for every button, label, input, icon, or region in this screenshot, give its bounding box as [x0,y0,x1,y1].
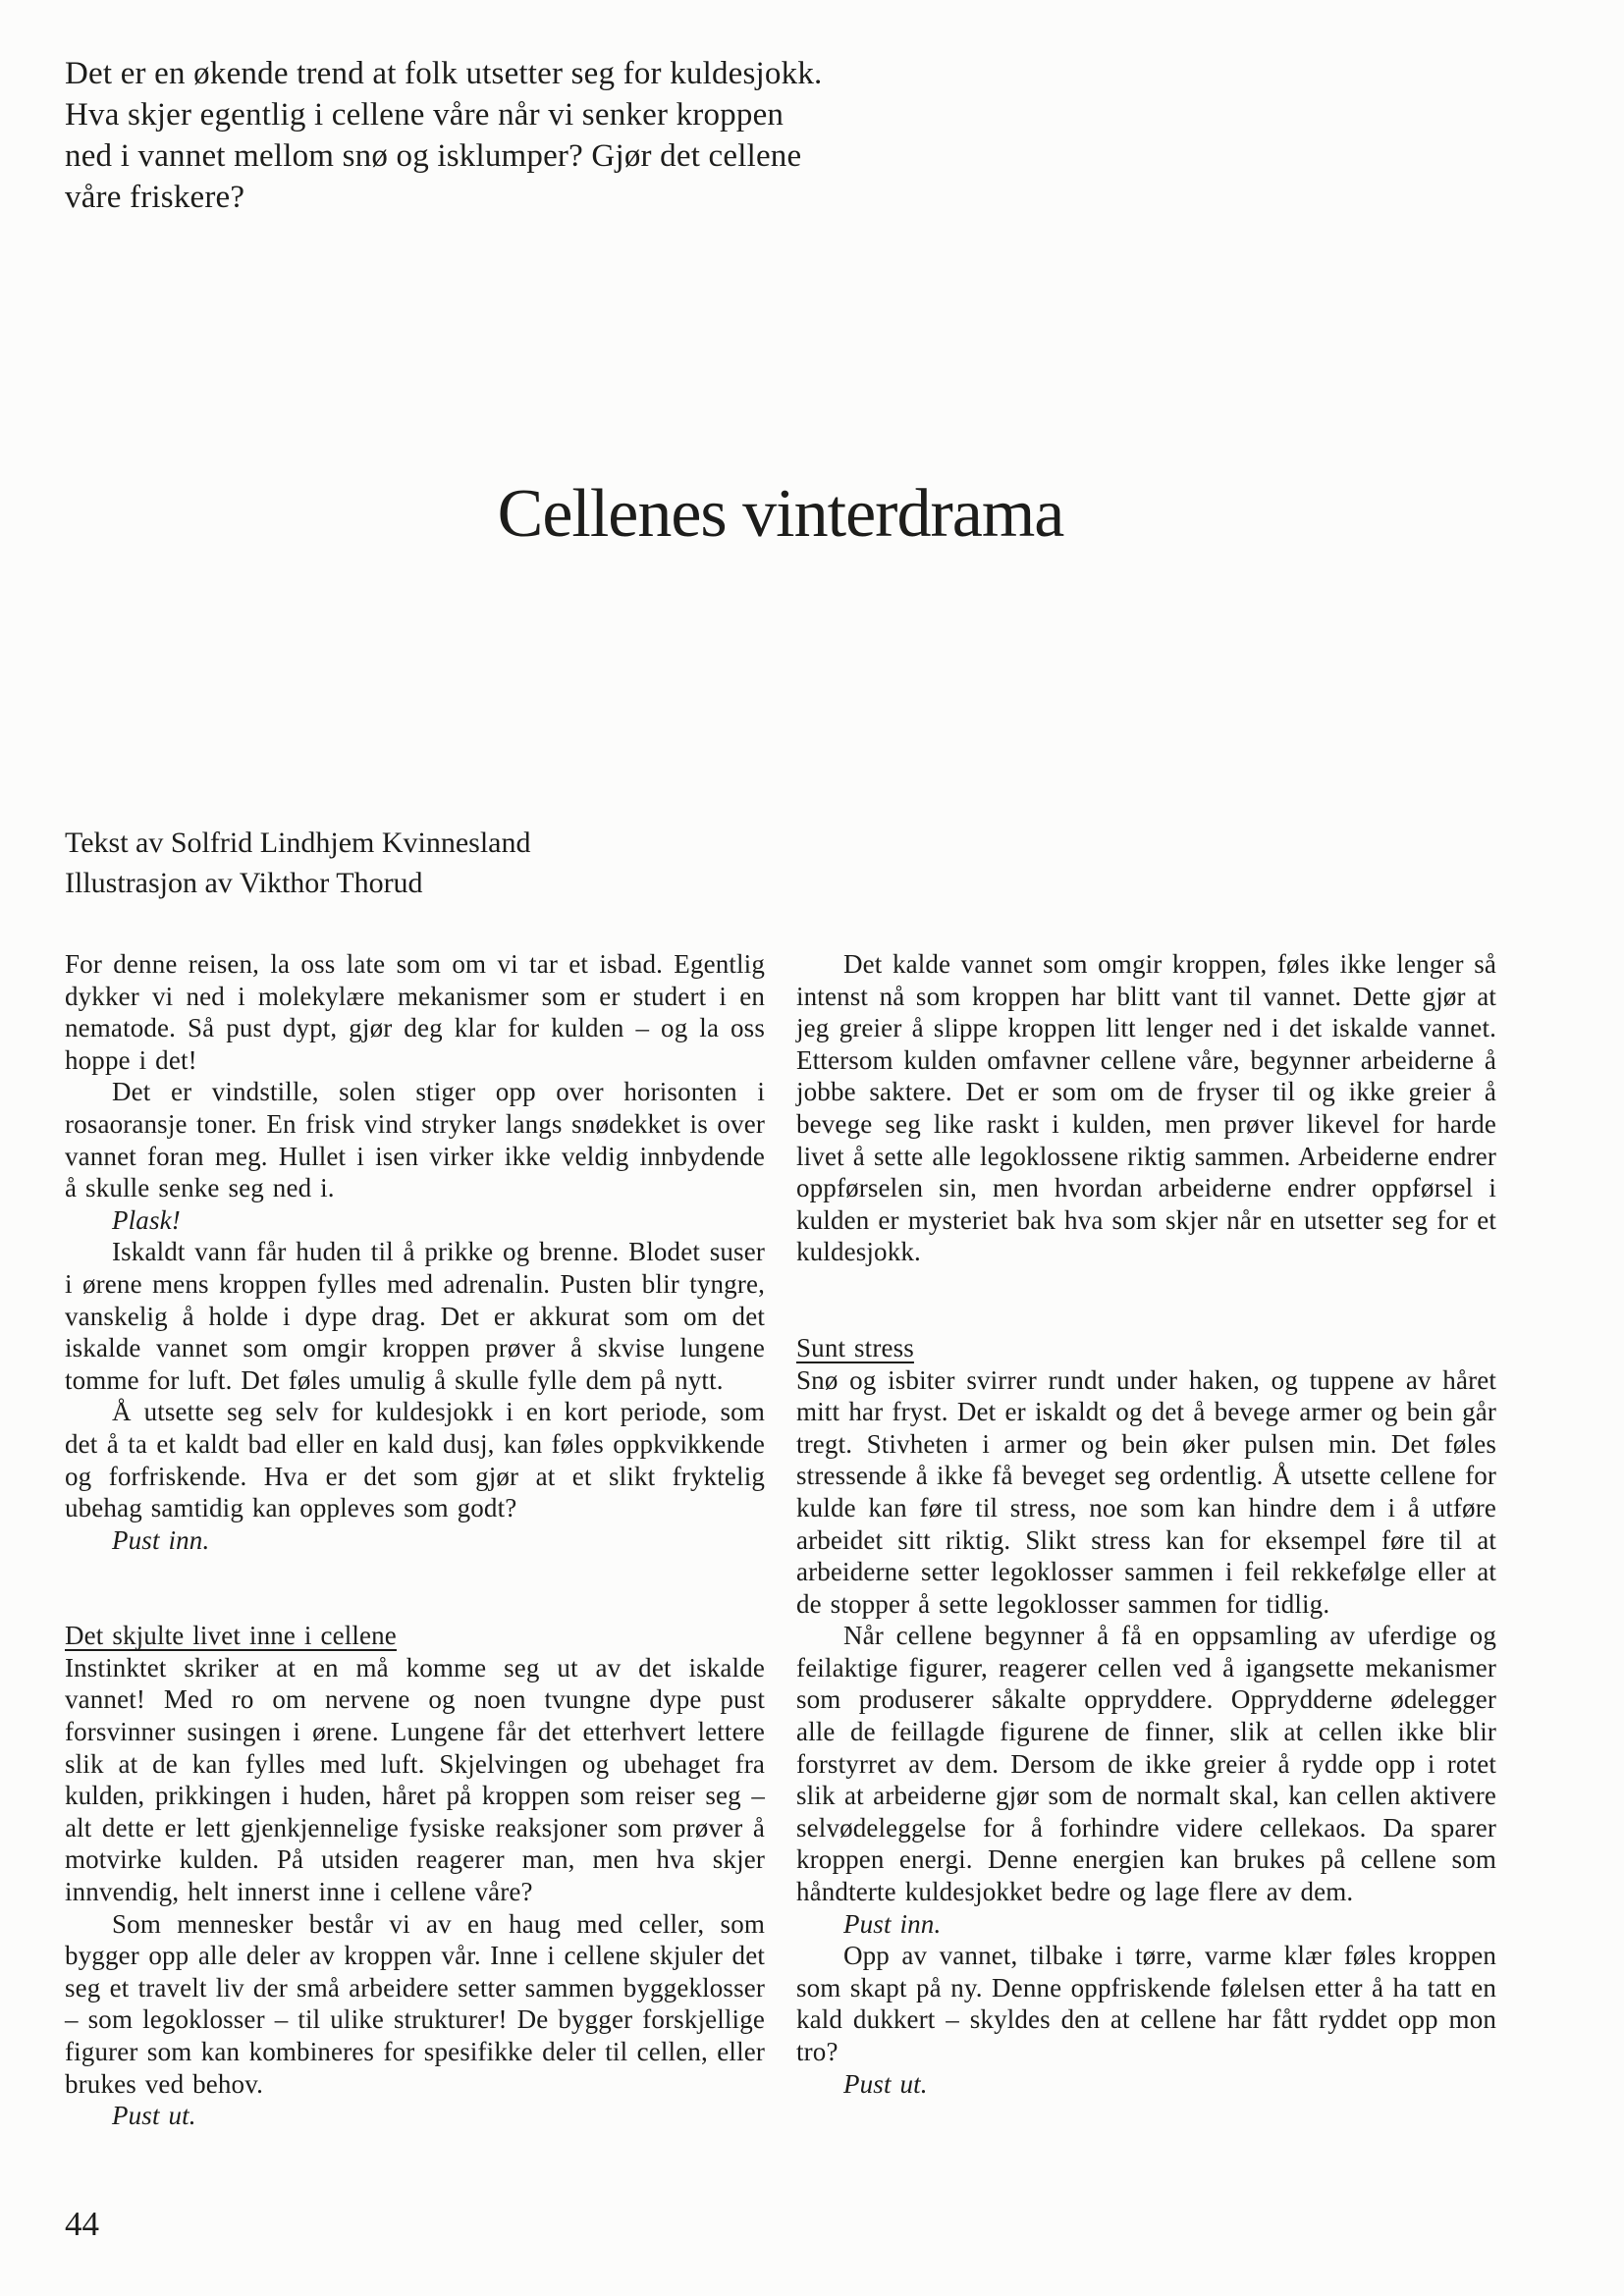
intro-line: ned i vannet mellom snø og isklumper? Gjør det cellene [65,138,802,174]
intro-standfirst [65,53,822,218]
breath-line: Plask! [112,1204,181,1235]
body-paragraph: Det er vindstille, solen stiger opp over horisonten i rosaoransje toner. En frisk vind stryker langs snødekket is over vannet foran meg. Hullet i isen virker ikke veldig innbydende å skulle senke seg ned i. [65,1077,765,1203]
byline [65,823,531,903]
column-right [796,948,1496,2132]
breath-line: Pust ut. [843,2068,928,2099]
body-paragraph: Når cellene begynner å få en oppsamling av uferdige og feilaktige figurer, reagerer cellen ved å igangsette mekanismer som produserer såkalte oppryddere. Opprydderne ødelegger alle de feillagde figurene de finner, slik at cellen ikke blir forstyrret av dem. Dersom de ikke greier å rydde opp i rotet slik at arbeiderne gjør som de normalt skal, kan cellen aktivere selvødeleggelse for å forhindre videre cellekaos. Da sparer kroppen energi. Denne energien kan brukes på cellene som håndterte kuldesjokket bedre og lage flere av dem. [796,1621,1496,1907]
breath-line: Pust inn. [843,1908,942,1939]
body-paragraph: For denne reisen, la oss late som om vi tar et isbad. Egentlig dykker vi ned i molekylære mekanismer som er studert i en nematode. Så pust dypt, gjør deg klar for kulden – og la oss hoppe i det! [65,949,765,1075]
page-number: 44 [65,2205,99,2243]
body-paragraph: Opp av vannet, tilbake i tørre, varme klær føles kroppen som skapt på ny. Denne oppfriskende følelsen etter å ha tatt en kald dukkert – skyldes den at cellene har fått ryddet opp mon tro? [796,1941,1496,2066]
section-heading: Sunt stress [796,1332,914,1362]
byline-text-credit: Tekst av Solfrid Lindhjem Kvinnesland [65,827,531,859]
breath-line: Pust ut. [112,2101,196,2131]
intro-line: Det er en økende trend at folk utsetter seg for kuldesjokk. [65,56,823,91]
body-paragraph: Det kalde vannet som omgir kroppen, føles ikke lenger så intenst nå som kroppen har blitt vant til vannet. Dette gjør at jeg greier å slippe kroppen litt lenger ned i det iskalde vannet. Ettersom kulden omfavner cellene våre, begynner arbeiderne å jobbe saktere. Det er som om de fryser til og ikke greier å bevege seg like raskt i kulden, men prøver likevel for harde livet å sette alle legoklossene riktig sammen. Arbeiderne endrer oppførselen sin, men hvordan arbeiderne endrer oppførsel i kulden er mysteriet bak hva som skjer når en utsetter seg for et kuldesjokk. [796,949,1496,1267]
body-paragraph: Å utsette seg selv for kuldesjokk i en kort periode, som det å ta et kaldt bad eller en kald dusj, kan føles oppkvikkende og forfriskende. Hva er det som gjør at et slikt fryktelig ubehag samtidig kan oppleves som godt? [65,1397,765,1523]
breath-line: Pust inn. [112,1524,210,1555]
section-heading: Det skjulte livet inne i cellene [65,1621,397,1651]
column-left [65,948,765,2132]
body-paragraph: Iskaldt vann får huden til å prikke og brenne. Blodet suser i ørene mens kroppen fylles med adrenalin. Pusten blir tyngre, vanskelig å holde i dype drag. Det er akkurat som om det iskalde vannet som omgir kroppen prøver å skvise lungene tomme for luft. Det føles umulig å skulle fylle dem på nytt. [65,1237,765,1395]
article-body [65,948,1496,2132]
body-paragraph: Snø og isbiter svirrer rundt under haken, og tuppene av håret mitt har fryst. Det er iskaldt og det å bevege armer og bein går tregt. Stivheten i armer og bein øker pulsen min. Det føles stressende å ikke få beveget seg ordentlig. Å utsette cellene for kulde kan føre til stress, noe som kan hindre dem i å utføre arbeidet sitt riktig. Slikt stress kan for eksempel føre til at arbeiderne setter legoklosser sammen i feil rekkefølge eller at de stopper å sette legoklosser sammen for tidlig. [796,1364,1496,1619]
intro-line: våre friskere? [65,180,245,215]
body-paragraph: Som mennesker består vi av en haug med celler, som bygger opp alle deler av kroppen vår. Inne i cellene skjuler det seg et travelt liv der små arbeidere setter sammen byggeklosser – som legoklosser – til ulike strukturer! De bygger forskjellige figurer som kan kombineres for spesifikke deler til cellen, eller brukes ved behov. [65,1908,765,2099]
article-title: Cellenes vinterdrama [497,476,1064,552]
body-paragraph: Instinktet skriker at en må komme seg ut av det iskalde vannet! Med ro om nervene og noen tvungne dype pust forsvinner susingen i ørene. Lungene får det etterhvert lettere slik at de kan fylles med luft. Skjelvingen og ubehaget fra kulden, prikkingen i huden, håret på kroppen som reiser seg – alt dette er lett gjenkjennelige fysiske reaksjoner som prøver å motvirke kulden. På utsiden reagerer man, men hva skjer innvendig, helt innerst inne i cellene våre? [65,1652,765,1907]
intro-line: Hva skjer egentlig i cellene våre når vi senker kroppen [65,97,785,133]
byline-illustration-credit: Illustrasjon av Vikthor Thorud [65,867,423,899]
